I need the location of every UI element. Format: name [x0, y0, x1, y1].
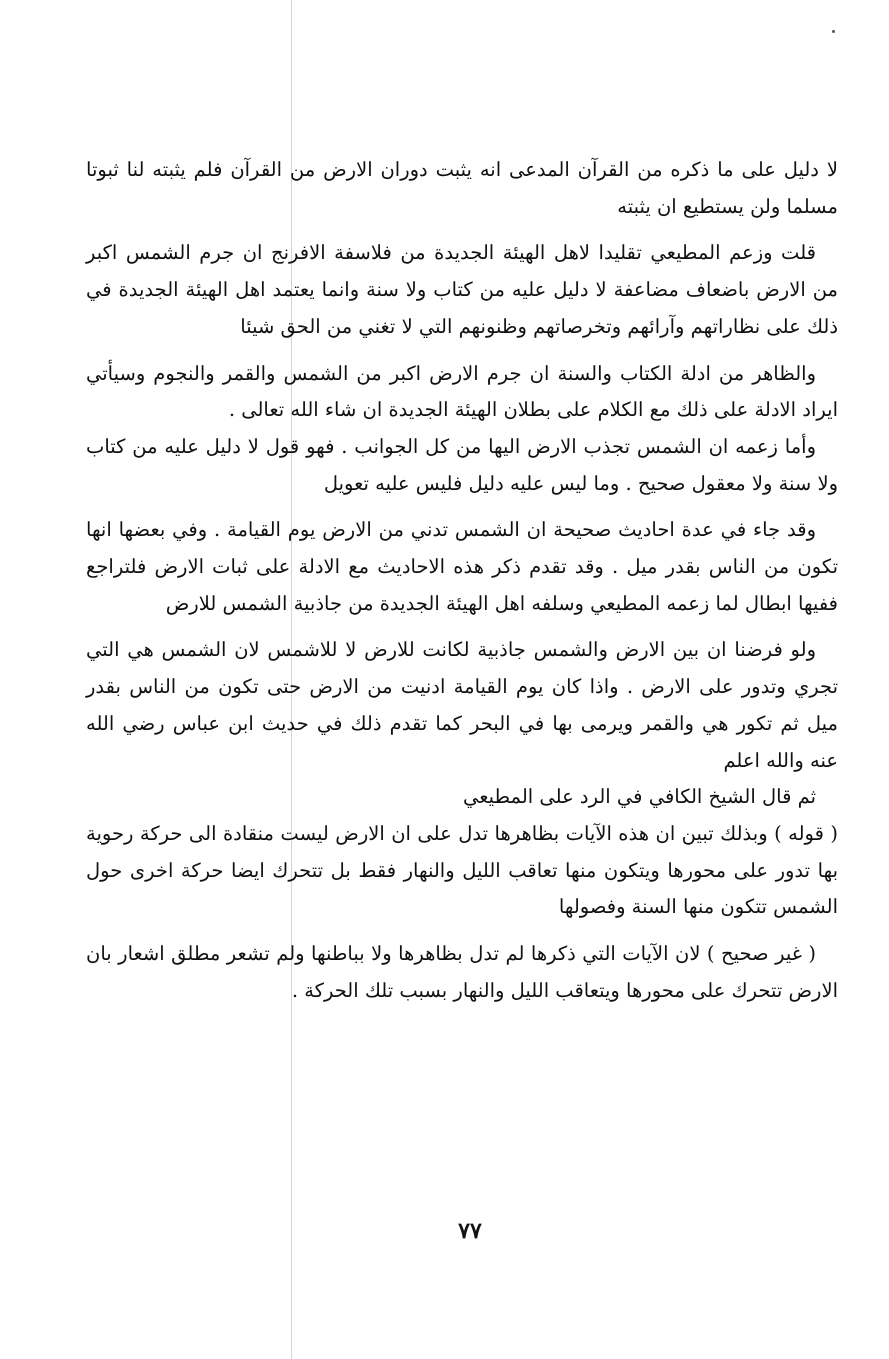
paragraph-3: والظاهر من ادلة الكتاب والسنة ان جرم الارض اكبر من الشمس والقمر والنجوم وسيأتي ايراد الادلة على ذلك مع الكلام على بطلان الهيئة الجديدة ان شاء الله تعالى .: [86, 361, 838, 422]
paragraph-4: وأما زعمه ان الشمس تجذب الارض اليها من كل الجوانب . فهو قول لا دليل عليه من كتاب ولا سنة ولا معقول صحيح . وما ليس عليه دليل فليس عليه تعويل: [86, 434, 838, 495]
paragraph-7: ثم قال الشيخ الكافي في الرد على المطيعي: [463, 785, 816, 809]
paragraph-2: قلت وزعم المطيعي تقليدا لاهل الهيئة الجديدة من فلاسفة الافرنج ان جرم الشمس اكبر من الارض باضعاف مضاعفة لا دليل عليه من كتاب ولا سنة وانما يعتمد اهل الهيئة الجديدة في ذلك على نظاراتهم وآرائهم وتخرصاتهم وظنونهم التي لا تغني من الحق شيئا: [86, 241, 838, 338]
paragraph-6: ولو فرضنا ان بين الارض والشمس جاذبية لكانت للارض لا للاشمس لان الشمس هي التي تجري وتدور على الارض . واذا كان يوم القيامة ادنيت من الارض حتى تكون من الناس بقدر ميل ثم تكور هي والقمر ويرمى بها في البحر كما تقدم ذلك في حديث ابن عباس رضي الله عنه والله اعلم: [86, 638, 838, 772]
scan-speck: [832, 30, 835, 33]
paragraph-8: ( قوله ) وبذلك تبين ان هذه الآيات بظاهرها تدل على ان الارض ليست منقادة الى حركة رحوية بها تدور على محورها ويتكون منها تعاقب الليل والنهار فقط بل تتحرك ايضا حركة اخرى حول الشمس تتكون منها السنة وفصولها: [86, 821, 838, 919]
paragraph-9: ( غير صحيح ) لان الآيات التي ذكرها لم تدل بظاهرها ولا بباطنها ولم تشعر مطلق اشعار بان الارض تتحرك على محورها ويتعاقب الليل والنهار بسبب تلك الحركة .: [86, 942, 838, 1002]
page-body: [86, 152, 838, 1009]
paragraph-5: وقد جاء في عدة احاديث صحيحة ان الشمس تدني من الارض يوم القيامة . وفي بعضها انها تكون من الناس بقدر ميل . وقد تقدم ذكر هذه الاحاديث مع الادلة على ثبات الارض فلتراجع ففيها ابطال لما زعمه المطيعي وسلفه اهل الهيئة الجديدة من جاذبية الشمس للارض: [86, 518, 838, 615]
page-number: ٧٧: [458, 1218, 482, 1244]
paragraph-1: لا دليل على ما ذكره من القرآن المدعى انه يثبت دوران الارض من القرآن فلم يثبته لنا ثبوتا مسلما ولن يستطيع ان يثبته: [86, 158, 838, 218]
